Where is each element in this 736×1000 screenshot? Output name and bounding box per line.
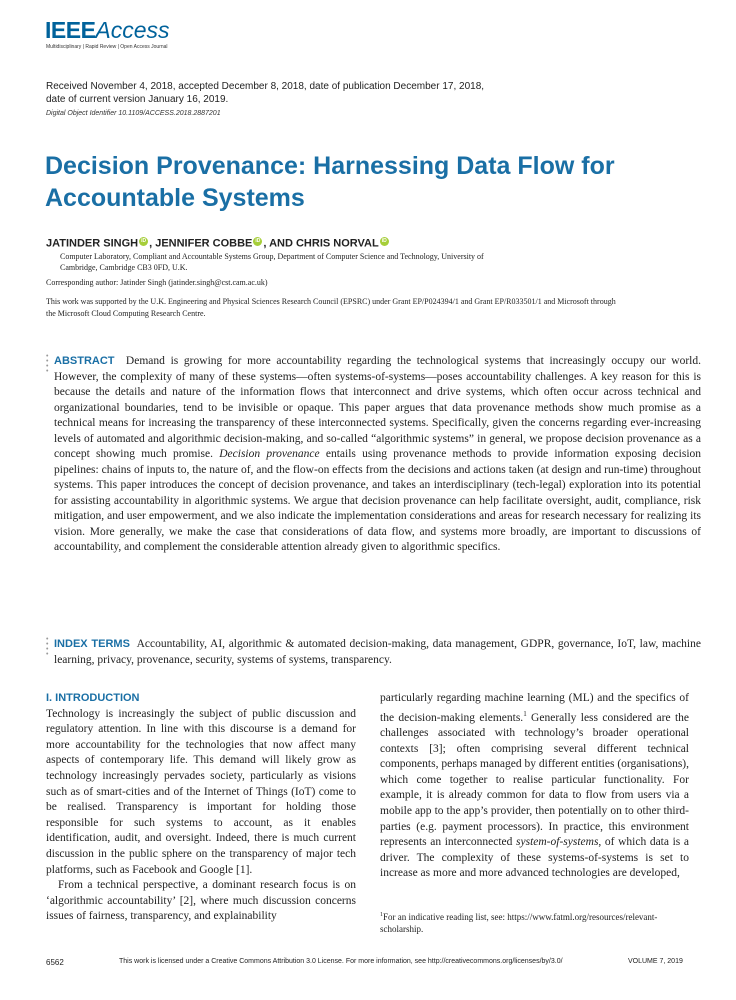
orcid-icon[interactable]: iD — [381, 238, 387, 244]
col2-text-2: Generally less considered are the challenges associated with technology’s broader operational contexts [3]; often comprising several different technical components, perhaps managed by different entities (organisations), which come together to realise particular functionality. For example, it is already common for data to flow from users via a mobile app to the app’s provider, then potentially on to other third-parties (e.g. payment processors). In practice, this environment represents an interconnected — [380, 711, 689, 849]
abstract-italic: Decision provenance — [219, 448, 320, 460]
publication-dates — [46, 80, 686, 106]
journal-tagline: Multidisciplinary | Rapid Review | Open Access Journal — [46, 44, 168, 50]
index-terms — [54, 637, 701, 668]
abstract-label: ABSTRACT — [54, 355, 115, 367]
paper-title: Decision Provenance: Harnessing Data Flow for Accountable Systems — [45, 152, 615, 212]
section-heading: I. INTRODUCTION — [46, 692, 140, 704]
footnote — [380, 909, 689, 935]
page-number: 6562 — [46, 958, 64, 967]
footnote-number: 1 — [380, 912, 383, 918]
doi: Digital Object Identifier 10.1109/ACCESS.2018.2887201 — [46, 110, 221, 117]
intro-paragraph-2: From a technical perspective, a dominant research focus is on ‘algorithmic accountability’ [2], where much discussion concerns issues of fairness, transparency, and explainability — [46, 879, 356, 923]
author-list — [46, 237, 390, 250]
intro-paragraph-1: Technology is increasingly the subject of public discussion and regulatory attention. In line with this discourse is a demand for more accountability for the technologies that now affect many aspects of contemporary life. This demand will likely grow as technology increasingly pervades society, particularly as visions such as of smart-cities and of the Internet of Things (IoT) come to be realised. Transparency is important for holding those responsible for such systems to account, as it enables identification, audit, and oversight. Indeed, there is much current discussion in the public sphere on the transparency of major tech platforms, such as Facebook and Google [1]. — [46, 707, 356, 876]
column-left — [46, 691, 356, 925]
abstract — [54, 354, 701, 556]
col2-text-3: , of which data is a driver. The complexity of these systems-of-systems is set to increase as more and more advanced technologies are developed, — [380, 836, 689, 880]
footnote-text: For an indicative reading list, see: https://www.fatml.org/resources/relevant-scholarship. — [380, 912, 658, 934]
abstract-text-1: Demand is growing for more accountability regarding the technological systems that increasingly occupy our world. However, the complexity of many of these systems—often systems-of-systems—poses accountability challenges. A key reason for this is because the details and nature of the information flows that interconnect and drive systems, which often occur across technical and organizational boundaries, tend to be invisible or opaque. This paper argues that data provenance methods show much promise as a technical means for increasing the transparency of these interconnected systems. Specifically, given the concerns regarding ever-increasing levels of automated and algorithmic decision-making, and so-called “algorithmic systems” in general, we propose decision provenance as a concept showing much promise. — [54, 355, 702, 460]
dates-line-2: date of current version January 16, 2019. — [46, 94, 229, 105]
intro-paragraph-3 — [380, 691, 689, 882]
author-3: , AND CHRIS NORVAL — [263, 237, 379, 250]
author-1: JATINDER SINGH — [46, 237, 139, 250]
corresponding-author: Corresponding author: Jatinder Singh (jatinder.singh@cst.cam.ac.uk) — [46, 278, 268, 287]
dates-line-1: Received November 4, 2018, accepted December 8, 2018, date of publication December 17, 2018, — [46, 81, 485, 92]
index-marker-icon: • • • • — [46, 636, 49, 658]
affiliation: Computer Laboratory, Compliant and Accountable Systems Group, Department of Computer Science and Technology, University of Cambridge, Cambridge CB3 0FD, U.K. — [60, 252, 484, 272]
column-right — [380, 691, 689, 882]
funding-statement: This work was supported by the U.K. Engineering and Physical Sciences Research Council (EPSRC) under Grant EP/P024394/1 and Grant EP/R033501/1 and Microsoft through the Microsoft Cloud Computing Research Centre. — [46, 297, 616, 318]
logo-ieee: IEEE — [45, 17, 96, 43]
journal-logo — [45, 18, 170, 42]
logo-access: Access — [95, 17, 170, 43]
footnote-ref[interactable]: 1 — [523, 709, 527, 718]
col2-italic: system-of-systems — [516, 836, 599, 849]
index-terms-text: Accountability, AI, algorithmic & automated decision-making, data management, GDPR, governance, IoT, law, machine learning, privacy, provenance, security, systems of systems, transparency. — [54, 638, 701, 666]
orcid-icon[interactable]: iD — [255, 238, 261, 244]
orcid-icon[interactable]: iD — [141, 238, 147, 244]
license-note: This work is licensed under a Creative Commons Attribution 3.0 License. For more information, see http://creativecommons.org/licenses/by/3.0/ — [119, 958, 563, 965]
abstract-marker-icon: • • • • — [46, 353, 49, 375]
author-2: , JENNIFER COBBE — [149, 237, 253, 250]
index-terms-label: INDEX TERMS — [54, 638, 130, 650]
abstract-text-2: entails using provenance methods to provide information exposing decision pipelines: chains of inputs to, the nature of, and the flow-on effects from the decisions and actions taken (at design and run-time) throughout systems. This paper introduces the concept of decision provenance, and takes an interdisciplinary (tech-legal) exploration into its potential for assisting accountability in algorithmic systems. We argue that decision provenance can help facilitate oversight, audit, compliance, risk mitigation, and user empowerment, and we also indicate the implementation considerations and areas for research necessary for realizing its vision. More generally, we make the case that considerations of data flow, and systems more broadly, are important to discussions of accountability, and complement the considerable attention already given to algorithmic specifics. — [54, 448, 702, 553]
volume-label: VOLUME 7, 2019 — [628, 958, 683, 965]
col2-text-1: particularly regarding machine learning (ML) and the specifics of the decision-making elements. — [380, 692, 689, 724]
